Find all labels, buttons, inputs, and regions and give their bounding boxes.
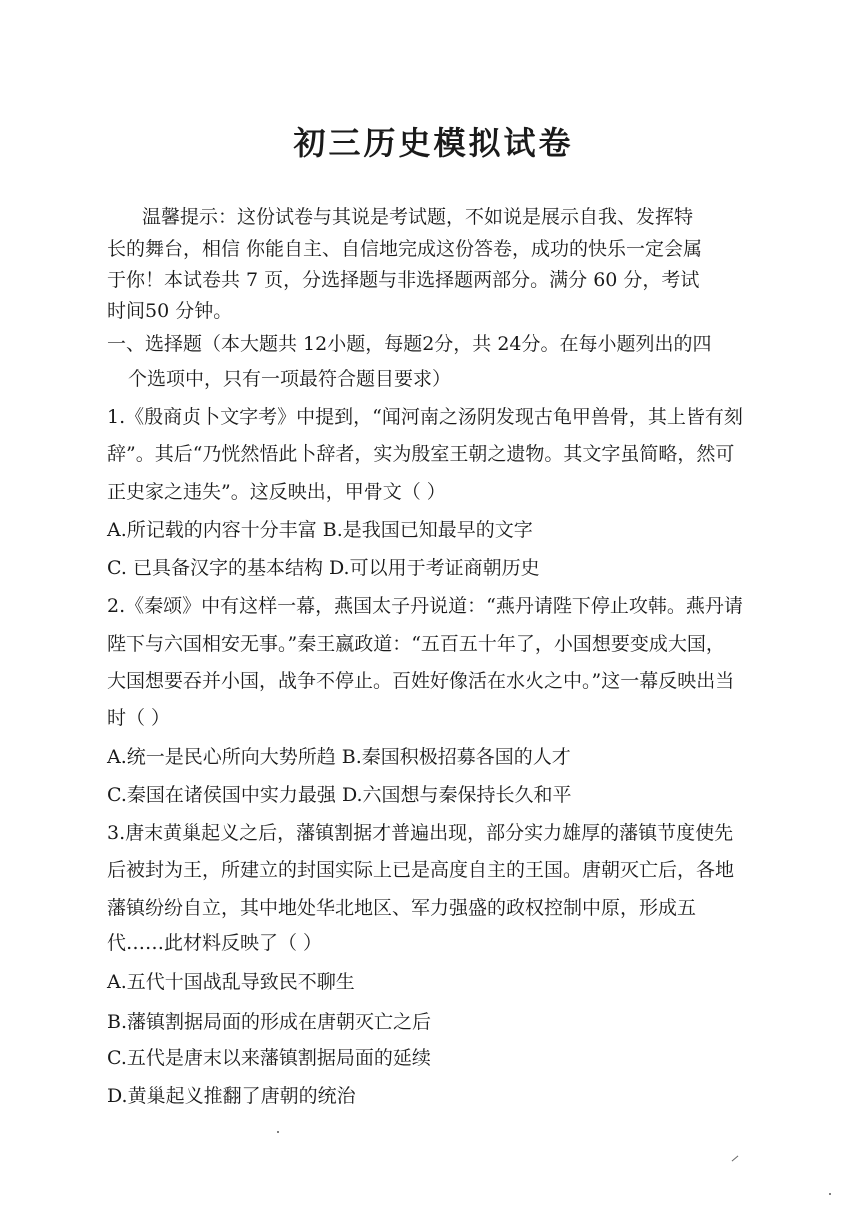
question-option-line: C.五代是唐末以来藩镇割据局面的延续 [107, 1047, 431, 1069]
question-stem-line: 2.《秦颂》中有这样一幕，燕国太子丹说道：“燕丹请陛下停止攻韩。燕丹请 [107, 595, 743, 617]
question-stem-line: 辞”。其后“乃恍然悟此卜辞者，实为殷室王朝之遗物。其文字虽简略，然可 [107, 443, 735, 465]
question-stem-line: 3.唐末黄巢起义之后，藩镇割据才普遍出现，部分实力雄厚的藩镇节度使先 [107, 822, 734, 844]
scan-speck [277, 1131, 279, 1133]
question-stem-line: 后被封为王，所建立的封国实际上已是高度自主的王国。唐朝灭亡后，各地 [107, 859, 735, 881]
tips-line: 温馨提示：这份试卷与其说是考试题，不如说是展示自我、发挥特 [142, 206, 694, 228]
question-stem-line: 正史家之违失”。这反映出，甲骨文（ ） [107, 481, 446, 503]
question-option-line: B.藩镇割据局面的形成在唐朝灭亡之后 [107, 1011, 432, 1033]
question-stem-line: 陛下与六国相安无事。”秦王嬴政道：“五百五十年了，小国想要变成大国， [107, 633, 725, 655]
tips-line: 长的舞台，相信 你能自主、自信地完成这份答卷，成功的快乐一定会属 [107, 238, 703, 260]
question-stem-line: 代……此材料反映了（ ） [107, 932, 323, 954]
question-stem-line: 大国想要吞并小国，战争不停止。百姓好像活在水火之中。”这一幕反映出当 [107, 670, 735, 692]
question-stem-line: 时（ ） [107, 707, 171, 729]
question-options-line: A.统一是民心所向大势所趋 B.秦国积极招募各国的人才 [107, 746, 571, 768]
question-options-line: C.秦国在诸侯国中实力最强 D.六国想与秦保持长久和平 [107, 784, 572, 806]
question-options-line: A.所记载的内容十分丰富 B.是我国已知最早的文字 [107, 519, 533, 541]
section-heading-line: 一、选择题（本大题共 12小题，每题2分，共 24分。在每小题列出的四 [107, 333, 712, 355]
question-stem-line: 藩镇纷纷自立，其中地处华北地区、军力强盛的政权控制中原，形成五 [107, 897, 697, 919]
tips-line: 于你！本试卷共 7 页，分选择题与非选择题两部分。满分 60 分，考试 [107, 269, 700, 291]
scan-scratch [732, 1156, 739, 1162]
exam-title: 初三历史模拟试卷 [293, 124, 574, 162]
question-stem-line: 1.《殷商贞卜文字考》中提到，“闻河南之汤阴发现古龟甲兽骨，其上皆有刻 [107, 406, 743, 428]
tips-line: 时间50 分钟。 [107, 300, 233, 322]
question-options-line: C. 已具备汉字的基本结构 D.可以用于考证商朝历史 [107, 557, 540, 579]
scan-speck [829, 1193, 831, 1195]
question-option-line: A.五代十国战乱导致民不聊生 [107, 971, 355, 993]
question-option-line: D.黄巢起义推翻了唐朝的统治 [107, 1085, 356, 1107]
section-heading-line: 个选项中，只有一项最符合题目要求） [128, 368, 452, 390]
